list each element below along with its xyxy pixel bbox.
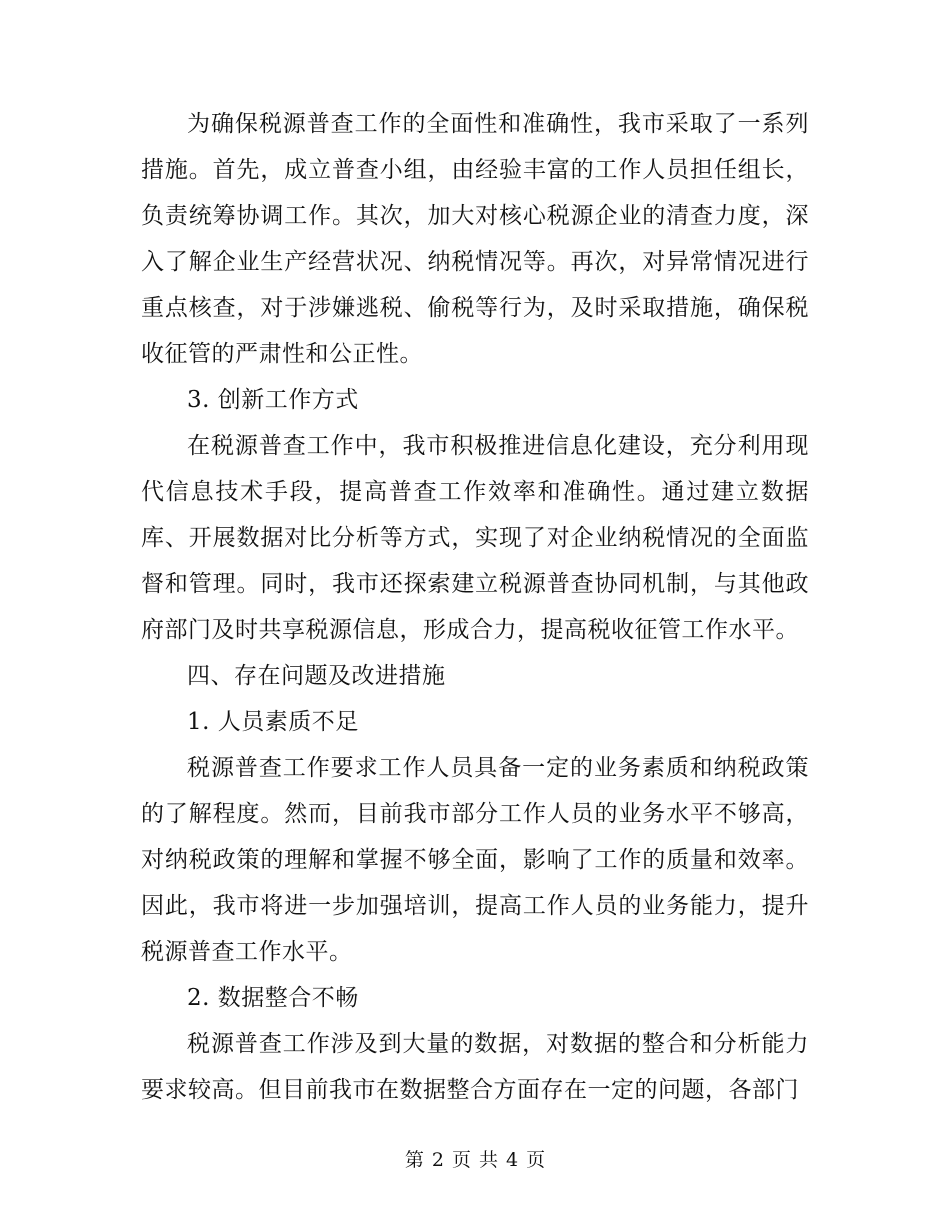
paragraph-staff-training: 税源普查工作要求工作人员具备一定的业务素质和纳税政策的了解程度。然而，目前我市部分工作人员的业务水平不够高，对纳税政策的理解和掌握不够全面，影响了工作的质量和效率。因此，我市将进一步加强培训，提高工作人员的业务能力，提升税源普查工作水平。 (141, 755, 809, 965)
heading-problems-and-improvements: 四、存在问题及改进措施 (187, 663, 446, 689)
paragraph-survey-measures: 为确保税源普查工作的全面性和准确性，我市采取了一系列措施。首先，成立普查小组，由经验丰富的工作人员担任组长，负责统筹协调工作。其次，加大对核心税源企业的清查力度，深入了解企业生产经营状况、纳税情况等。再次，对异常情况进行重点核查，对于涉嫌逃税、偷税等行为，及时采取措施，确保税收征管的严肃性和公正性。 (141, 111, 809, 367)
heading-innovate-work-methods: 3. 创新工作方式 (187, 387, 359, 413)
paragraph-informatization: 在税源普查工作中，我市积极推进信息化建设，充分利用现代信息技术手段，提高普查工作效率和准确性。通过建立数据库、开展数据对比分析等方式，实现了对企业纳税情况的全面监督和管理。同时，我市还探索建立税源普查协同机制，与其他政府部门及时共享税源信息，形成合力，提高税收征管工作水平。 (141, 433, 809, 643)
document-body (141, 101, 809, 1113)
heading-data-integration: 2. 数据整合不畅 (187, 985, 359, 1011)
page-number-footer: 第 2 页 共 4 页 (404, 1149, 546, 1171)
paragraph-data-integration: 税源普查工作涉及到大量的数据，对数据的整合和分析能力要求较高。但目前我市在数据整合方面存在一定的问题，各部门 (141, 1031, 809, 1103)
heading-staff-quality: 1. 人员素质不足 (187, 709, 359, 735)
